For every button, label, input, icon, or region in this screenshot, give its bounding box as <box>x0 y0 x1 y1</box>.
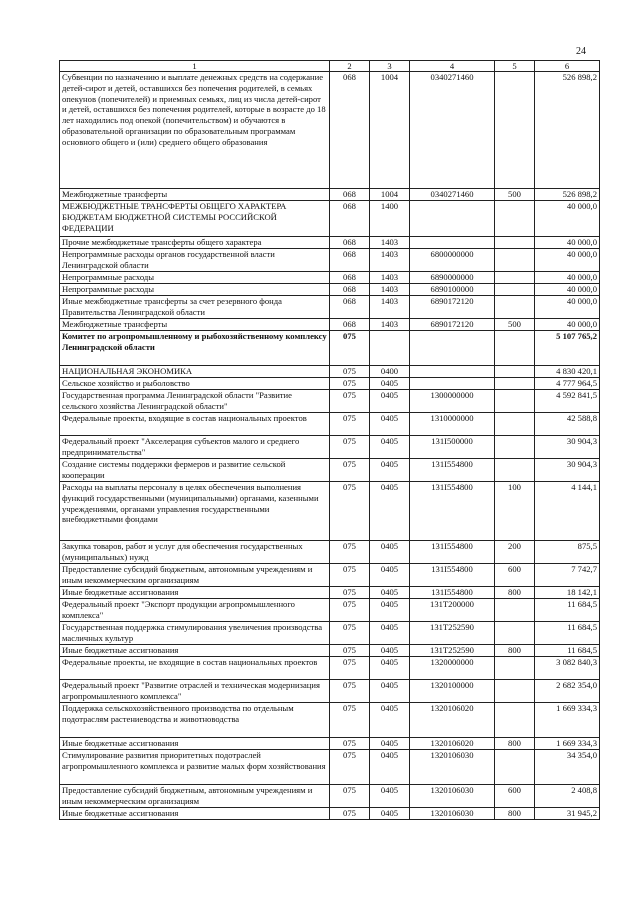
row-amount: 40 000,0 <box>535 284 600 296</box>
row-ministry-code: 075 <box>330 413 370 436</box>
row-name: Государственная программа Ленинградской области "Развитие сельского хозяйства Ленинградской области" <box>60 390 330 413</box>
table-row <box>60 272 600 284</box>
row-name: Закупка товаров, работ и услуг для обеспечения государственных (муниципальных) нужд <box>60 541 330 564</box>
row-expense-type: 800 <box>495 645 535 657</box>
row-expense-type <box>495 436 535 459</box>
row-section-code: 0405 <box>370 703 410 738</box>
row-expense-type <box>495 657 535 680</box>
row-amount: 526 898,2 <box>535 189 600 201</box>
row-ministry-code: 075 <box>330 378 370 390</box>
row-expense-type <box>495 72 535 189</box>
row-ministry-code: 075 <box>330 366 370 378</box>
row-name: Стимулирование развития приоритетных подотраслей агропромышленного комплекса и развитие малых форм хозяйствования <box>60 750 330 785</box>
table-row <box>60 645 600 657</box>
row-expense-type: 800 <box>495 808 535 820</box>
row-target-code: 131T252590 <box>410 645 495 657</box>
row-ministry-code: 075 <box>330 459 370 482</box>
table-row <box>60 622 600 645</box>
table-row <box>60 249 600 272</box>
row-amount: 30 904,3 <box>535 459 600 482</box>
row-section-code: 0405 <box>370 436 410 459</box>
table-row <box>60 587 600 599</box>
row-target-code: 131I554800 <box>410 459 495 482</box>
row-amount: 11 684,5 <box>535 622 600 645</box>
row-ministry-code: 068 <box>330 319 370 331</box>
table-row <box>60 296 600 319</box>
row-expense-type: 500 <box>495 319 535 331</box>
row-target-code: 1320106030 <box>410 808 495 820</box>
table-row <box>60 459 600 482</box>
table-row <box>60 436 600 459</box>
row-ministry-code: 068 <box>330 296 370 319</box>
row-name: Межбюджетные трансферты <box>60 319 330 331</box>
row-target-code: 1320106020 <box>410 703 495 738</box>
table-row <box>60 564 600 587</box>
row-target-code: 6890172120 <box>410 319 495 331</box>
row-amount: 875,5 <box>535 541 600 564</box>
row-expense-type <box>495 622 535 645</box>
row-ministry-code: 075 <box>330 622 370 645</box>
row-name: Иные бюджетные ассигнования <box>60 645 330 657</box>
row-section-code: 1004 <box>370 72 410 189</box>
row-section-code: 0405 <box>370 738 410 750</box>
row-section-code: 0405 <box>370 390 410 413</box>
row-target-code <box>410 201 495 237</box>
row-section-code: 0405 <box>370 587 410 599</box>
row-section-code: 0405 <box>370 622 410 645</box>
row-amount: 18 142,1 <box>535 587 600 599</box>
row-target-code: 1320106020 <box>410 738 495 750</box>
row-name: Непрограммные расходы <box>60 272 330 284</box>
header-cell-6: 6 <box>535 61 600 72</box>
table-row <box>60 366 600 378</box>
row-expense-type <box>495 296 535 319</box>
row-name: Иные бюджетные ассигнования <box>60 808 330 820</box>
row-name: Федеральный проект "Акселерация субъектов малого и среднего предпринимательства" <box>60 436 330 459</box>
row-target-code: 6890100000 <box>410 284 495 296</box>
row-ministry-code: 075 <box>330 436 370 459</box>
row-ministry-code: 075 <box>330 750 370 785</box>
header-cell-5: 5 <box>495 61 535 72</box>
row-name: Иные бюджетные ассигнования <box>60 738 330 750</box>
row-target-code: 1320100000 <box>410 680 495 703</box>
row-section-code: 0405 <box>370 785 410 808</box>
row-ministry-code: 075 <box>330 703 370 738</box>
row-section-code: 0405 <box>370 599 410 622</box>
row-target-code: 131I554800 <box>410 482 495 541</box>
row-target-code: 131T200000 <box>410 599 495 622</box>
row-ministry-code: 075 <box>330 564 370 587</box>
row-expense-type <box>495 331 535 366</box>
row-ministry-code: 075 <box>330 645 370 657</box>
row-expense-type <box>495 390 535 413</box>
row-ministry-code: 068 <box>330 189 370 201</box>
row-section-code: 0405 <box>370 645 410 657</box>
row-name: Предоставление субсидий бюджетным, автономным учреждениям и иным некоммерческим организациям <box>60 785 330 808</box>
row-section-code: 0405 <box>370 750 410 785</box>
row-target-code: 1320106030 <box>410 785 495 808</box>
page-number: 24 <box>576 46 586 57</box>
row-expense-type <box>495 459 535 482</box>
row-section-code: 1403 <box>370 237 410 249</box>
row-target-code <box>410 331 495 366</box>
row-amount: 40 000,0 <box>535 249 600 272</box>
row-name: Федеральный проект "Экспорт продукции агропромышленного комплекса" <box>60 599 330 622</box>
row-name: Непрограммные расходы органов государственной власти Ленинградской области <box>60 249 330 272</box>
header-cell-2: 2 <box>330 61 370 72</box>
table-row <box>60 72 600 189</box>
header-cell-3: 3 <box>370 61 410 72</box>
row-name: Федеральный проект "Развитие отраслей и техническая модернизация агропромышленного комплекса" <box>60 680 330 703</box>
row-ministry-code: 075 <box>330 482 370 541</box>
row-amount: 40 000,0 <box>535 237 600 249</box>
row-section-code: 1400 <box>370 201 410 237</box>
row-section-code: 0405 <box>370 680 410 703</box>
row-target-code <box>410 366 495 378</box>
row-name: Комитет по агропромышленному и рыбохозяйственному комплексу Ленинградской области <box>60 331 330 366</box>
row-amount: 1 669 334,3 <box>535 703 600 738</box>
row-amount: 4 830 420,1 <box>535 366 600 378</box>
row-expense-type <box>495 249 535 272</box>
row-expense-type: 600 <box>495 564 535 587</box>
table-row <box>60 680 600 703</box>
table-row <box>60 413 600 436</box>
table-row <box>60 319 600 331</box>
row-name: Федеральные проекты, не входящие в состав национальных проектов <box>60 657 330 680</box>
row-section-code: 1403 <box>370 296 410 319</box>
table-row <box>60 189 600 201</box>
budget-table <box>59 60 600 820</box>
header-cell-1: 1 <box>60 61 330 72</box>
row-name: Создание системы поддержки фермеров и развитие сельской кооперации <box>60 459 330 482</box>
row-section-code: 1403 <box>370 319 410 331</box>
table-row <box>60 541 600 564</box>
table-row <box>60 808 600 820</box>
row-name: НАЦИОНАЛЬНАЯ ЭКОНОМИКА <box>60 366 330 378</box>
row-section-code: 1403 <box>370 249 410 272</box>
row-section-code: 1403 <box>370 272 410 284</box>
row-section-code: 0405 <box>370 482 410 541</box>
row-target-code: 0340271460 <box>410 189 495 201</box>
row-target-code: 6890172120 <box>410 296 495 319</box>
row-name: МЕЖБЮДЖЕТНЫЕ ТРАНСФЕРТЫ ОБЩЕГО ХАРАКТЕРА БЮДЖЕТАМ БЮДЖЕТНОЙ СИСТЕМЫ РОССИЙСКОЙ ФЕДЕРАЦИИ <box>60 201 330 237</box>
row-amount: 5 107 765,2 <box>535 331 600 366</box>
row-ministry-code: 075 <box>330 331 370 366</box>
table-row <box>60 599 600 622</box>
row-amount: 31 945,2 <box>535 808 600 820</box>
row-amount: 11 684,5 <box>535 645 600 657</box>
row-name: Непрограммные расходы <box>60 284 330 296</box>
row-ministry-code: 075 <box>330 785 370 808</box>
row-ministry-code: 075 <box>330 657 370 680</box>
row-ministry-code: 075 <box>330 680 370 703</box>
row-target-code: 131T252590 <box>410 622 495 645</box>
row-target-code: 1300000000 <box>410 390 495 413</box>
row-amount: 4 144,1 <box>535 482 600 541</box>
row-section-code: 1004 <box>370 189 410 201</box>
row-ministry-code: 068 <box>330 237 370 249</box>
row-ministry-code: 075 <box>330 738 370 750</box>
table-row <box>60 201 600 237</box>
row-amount: 40 000,0 <box>535 272 600 284</box>
row-expense-type: 800 <box>495 738 535 750</box>
row-amount: 11 684,5 <box>535 599 600 622</box>
row-target-code: 1320000000 <box>410 657 495 680</box>
row-expense-type <box>495 599 535 622</box>
row-target-code: 1320106030 <box>410 750 495 785</box>
row-target-code: 131I500000 <box>410 436 495 459</box>
row-expense-type: 500 <box>495 189 535 201</box>
row-section-code: 0405 <box>370 564 410 587</box>
row-amount: 7 742,7 <box>535 564 600 587</box>
row-ministry-code: 068 <box>330 284 370 296</box>
row-amount: 40 000,0 <box>535 319 600 331</box>
row-ministry-code: 068 <box>330 201 370 237</box>
row-name: Иные межбюджетные трансферты за счет резервного фонда Правительства Ленинградской области <box>60 296 330 319</box>
row-expense-type <box>495 272 535 284</box>
table-row <box>60 750 600 785</box>
row-amount: 4 777 964,5 <box>535 378 600 390</box>
row-amount: 34 354,0 <box>535 750 600 785</box>
row-target-code: 131I554800 <box>410 541 495 564</box>
table-row <box>60 785 600 808</box>
row-section-code: 0400 <box>370 366 410 378</box>
row-expense-type <box>495 284 535 296</box>
header-row <box>60 61 600 72</box>
row-name: Субвенции по назначению и выплате денежных средств на содержание детей-сирот и детей, оставшихся без попечения родителей, в семьях опекунов (попечителей) и приемных семьях, лиц из числа детей-сирот и детей, оставшихся без попечения родителей, которые в возрасте до 18 лет находились под опекой (попечительством) и обучаются в образовательной организации по образовательным программам основного общего и (или) среднего общего образования <box>60 72 330 189</box>
row-expense-type: 600 <box>495 785 535 808</box>
row-target-code: 6800000000 <box>410 249 495 272</box>
table-body <box>60 72 600 820</box>
row-expense-type <box>495 750 535 785</box>
row-expense-type <box>495 366 535 378</box>
row-amount: 4 592 841,5 <box>535 390 600 413</box>
table-row <box>60 657 600 680</box>
row-ministry-code: 075 <box>330 587 370 599</box>
row-ministry-code: 075 <box>330 599 370 622</box>
row-name: Государственная поддержка стимулирования увеличения производства масличных культур <box>60 622 330 645</box>
row-name: Прочие межбюджетные трансферты общего характера <box>60 237 330 249</box>
table-row <box>60 703 600 738</box>
row-expense-type <box>495 237 535 249</box>
row-name: Предоставление субсидий бюджетным, автономным учреждениям и иным некоммерческим организациям <box>60 564 330 587</box>
row-expense-type <box>495 413 535 436</box>
table-row <box>60 482 600 541</box>
row-name: Расходы на выплаты персоналу в целях обеспечения выполнения функций государственными (муниципальными) органами, казенными учреждениями, органами управления государственными внебюджетными фондами <box>60 482 330 541</box>
row-section-code: 0405 <box>370 413 410 436</box>
row-section-code: 1403 <box>370 284 410 296</box>
table-row <box>60 738 600 750</box>
row-amount: 3 082 840,3 <box>535 657 600 680</box>
row-name: Иные бюджетные ассигнования <box>60 587 330 599</box>
row-section-code <box>370 331 410 366</box>
row-amount: 526 898,2 <box>535 72 600 189</box>
row-section-code: 0405 <box>370 378 410 390</box>
row-expense-type: 200 <box>495 541 535 564</box>
row-expense-type: 100 <box>495 482 535 541</box>
row-target-code: 131I554800 <box>410 564 495 587</box>
row-target-code <box>410 237 495 249</box>
row-expense-type: 800 <box>495 587 535 599</box>
row-amount: 40 000,0 <box>535 201 600 237</box>
row-amount: 2 408,8 <box>535 785 600 808</box>
row-amount: 2 682 354,0 <box>535 680 600 703</box>
row-name: Межбюджетные трансферты <box>60 189 330 201</box>
row-amount: 40 000,0 <box>535 296 600 319</box>
header-cell-4: 4 <box>410 61 495 72</box>
table-row <box>60 390 600 413</box>
row-target-code: 131I554800 <box>410 587 495 599</box>
row-section-code: 0405 <box>370 657 410 680</box>
row-target-code: 1310000000 <box>410 413 495 436</box>
row-ministry-code: 075 <box>330 808 370 820</box>
row-ministry-code: 068 <box>330 72 370 189</box>
row-amount: 30 904,3 <box>535 436 600 459</box>
row-ministry-code: 075 <box>330 541 370 564</box>
row-section-code: 0405 <box>370 808 410 820</box>
table-row <box>60 331 600 366</box>
row-section-code: 0405 <box>370 459 410 482</box>
row-target-code: 6890000000 <box>410 272 495 284</box>
row-name: Федеральные проекты, входящие в состав национальных проектов <box>60 413 330 436</box>
row-section-code: 0405 <box>370 541 410 564</box>
table-row <box>60 237 600 249</box>
row-expense-type <box>495 680 535 703</box>
table-row <box>60 284 600 296</box>
row-expense-type <box>495 703 535 738</box>
row-ministry-code: 068 <box>330 249 370 272</box>
row-target-code <box>410 378 495 390</box>
row-target-code: 0340271460 <box>410 72 495 189</box>
row-amount: 42 588,8 <box>535 413 600 436</box>
row-expense-type <box>495 378 535 390</box>
row-name: Сельское хозяйство и рыболовство <box>60 378 330 390</box>
row-ministry-code: 068 <box>330 272 370 284</box>
row-amount: 1 669 334,3 <box>535 738 600 750</box>
row-ministry-code: 075 <box>330 390 370 413</box>
row-name: Поддержка сельскохозяйственного производства по отдельным подотраслям растениеводства и животноводства <box>60 703 330 738</box>
row-expense-type <box>495 201 535 237</box>
table-row <box>60 378 600 390</box>
